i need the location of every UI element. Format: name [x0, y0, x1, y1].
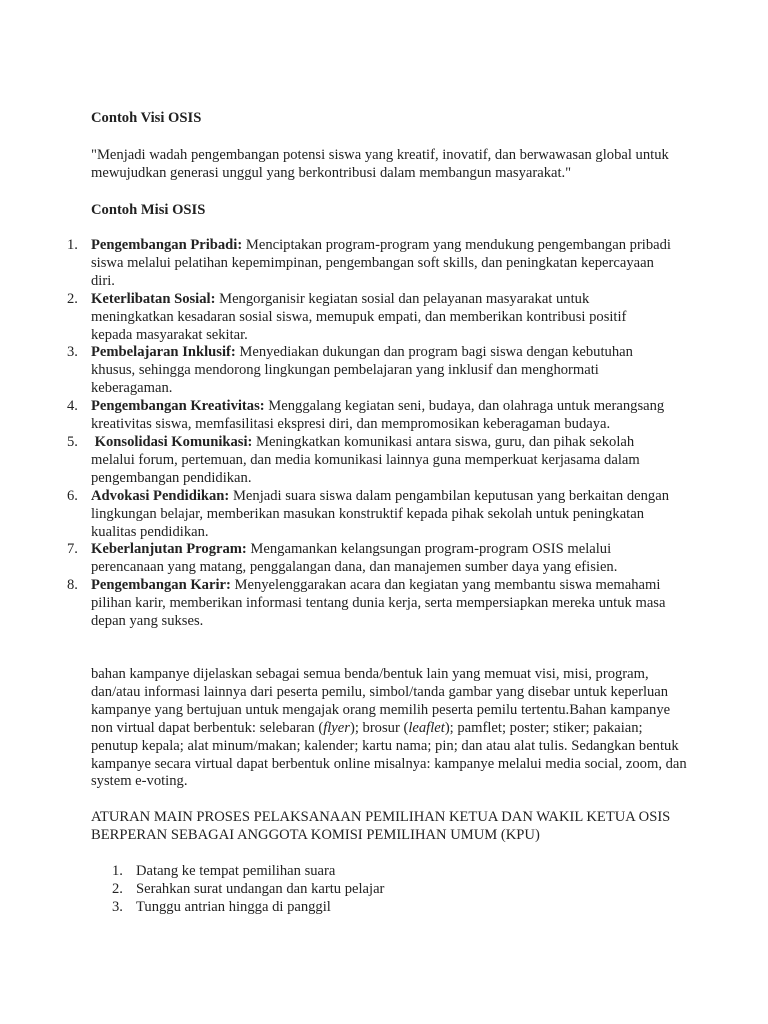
misi-item-text: Menjadi suara siswa dalam pengambilan keputusan yang berkaitan dengan lingkungan belajar, memberikan masukan konstruktif kepada pihak sekolah untuk peningkatan kualitas pendidikan.	[91, 487, 669, 540]
list-number: 1.	[112, 863, 123, 879]
bahan-flyer-term: flyer	[323, 719, 350, 736]
list-item	[0, 434, 671, 488]
list-number: 5.	[67, 433, 78, 450]
aturan-heading: ATURAN MAIN PROSES PELAKSANAAN PEMILIHAN KETUA DAN WAKIL KETUA OSIS BERPERAN SEBAGAI ANGGOTA KOMISI PEMILIHAN UMUM (KPU)	[91, 809, 671, 843]
misi-item-term: Konsolidasi Komunikasi:	[94, 433, 253, 450]
list-number: 1.	[67, 237, 78, 253]
aturan-item-text: Tunggu antrian hingga di panggil	[136, 898, 331, 915]
misi-item-text: Meningkatkan komunikasi antara siswa, guru, dan pihak sekolah melalui forum, pertemuan, dan media komunikasi lainnya guna memperkuat kerjasama dalam pengembangan pendidikan.	[91, 433, 640, 486]
list-item	[0, 237, 671, 291]
list-number: 3.	[112, 898, 123, 915]
misi-list	[0, 237, 768, 631]
list-item	[0, 398, 671, 434]
misi-item-text: Mengamankan kelangsungan program-program OSIS melalui perencanaan yang matang, penggalangan dana, dan manajemen sumber daya yang efisien.	[91, 541, 618, 576]
bahan-leaflet-term: leaflet	[408, 719, 445, 736]
list-item	[0, 899, 768, 917]
misi-item-term: Advokasi Pendidikan:	[91, 487, 230, 504]
misi-item-text: Menciptakan program-program yang mendukung pengembangan pribadi siswa melalui pelatihan kepemimpinan, pengembangan soft skills, dan peningkatan kepercayaan diri.	[91, 237, 671, 289]
visi-heading: Contoh Visi OSIS	[91, 110, 202, 126]
list-item	[0, 488, 671, 542]
misi-item-term: Keberlanjutan Program:	[91, 541, 247, 558]
list-item	[0, 577, 671, 631]
aturan-item-text: Serahkan surat undangan dan kartu pelajar	[136, 880, 385, 897]
visi-quote: "Menjadi wadah pengembangan potensi siswa yang kreatif, inovatif, dan berwawasan global untuk mewujudkan generasi unggul yang berkontribusi dalam membangun masyarakat."	[91, 147, 669, 181]
list-item	[0, 344, 671, 398]
list-number: 7.	[67, 541, 78, 558]
bahan-text-part3: ); pamflet; poster; stiker; pakaian; penutup kepala; alat minum/makan; kalender; kartu nama; pin; dan atau alat tulis. Sedangkan bentuk kampanye secara virtual dapat berbentuk online misalnya: kampanye melalui media social, zoom, dan system e-voting.	[91, 719, 687, 790]
list-item	[0, 881, 768, 899]
bahan-text-part2: ); brosur (	[349, 719, 409, 736]
misi-item-term: Pembelajaran Inklusif:	[91, 344, 236, 361]
bahan-kampanye-paragraph	[91, 666, 691, 791]
misi-item-term: Keterlibatan Sosial:	[91, 290, 216, 307]
list-number: 4.	[67, 398, 78, 415]
list-number: 6.	[67, 487, 78, 504]
list-item	[0, 541, 671, 577]
misi-heading: Contoh Misi OSIS	[91, 202, 206, 218]
list-item	[0, 291, 671, 345]
aturan-list	[0, 863, 768, 917]
list-number: 8.	[67, 577, 78, 594]
list-number: 2.	[112, 880, 123, 897]
misi-item-text: Menyelenggarakan acara dan kegiatan yang membantu siswa memahami pilihan karir, memberikan informasi tentang dunia kerja, serta mempersiapkan mereka untuk masa depan yang sukses.	[91, 577, 666, 630]
list-number: 3.	[67, 344, 78, 361]
aturan-item-text: Datang ke tempat pemilihan suara	[136, 863, 336, 879]
misi-item-term: Pengembangan Karir:	[91, 577, 231, 594]
list-number: 2.	[67, 290, 78, 307]
misi-item-text: Menyediakan dukungan dan program bagi siswa dengan kebutuhan khusus, sehingga mendorong lingkungan pembelajaran yang inklusif dan menghormati keberagaman.	[91, 344, 633, 397]
misi-item-text: Mengorganisir kegiatan sosial dan pelayanan masyarakat untuk meningkatkan kesadaran sosial siswa, memupuk empati, dan memberikan kontribusi positif kepada masyarakat sekitar.	[91, 290, 627, 343]
misi-item-term: Pengembangan Pribadi:	[91, 237, 243, 253]
misi-item-text: Menggalang kegiatan seni, budaya, dan olahraga untuk merangsang kreativitas siswa, memfasilitasi ekspresi diri, dan mempromosikan keberagaman budaya.	[91, 398, 665, 433]
list-item	[0, 863, 768, 881]
bahan-text-part1: bahan kampanye dijelaskan sebagai semua benda/bentuk lain yang memuat visi, misi, program, dan/atau informasi lainnya dari peserta pemilu, simbol/tanda gambar yang disebar untuk keperluan kampanye yang bertujuan untuk mengajak orang memilih peserta pemilu tertentu.Bahan kampanye non virtual dapat berbentuk: selebaran (	[91, 666, 671, 736]
misi-item-term: Pengembangan Kreativitas:	[91, 398, 265, 415]
